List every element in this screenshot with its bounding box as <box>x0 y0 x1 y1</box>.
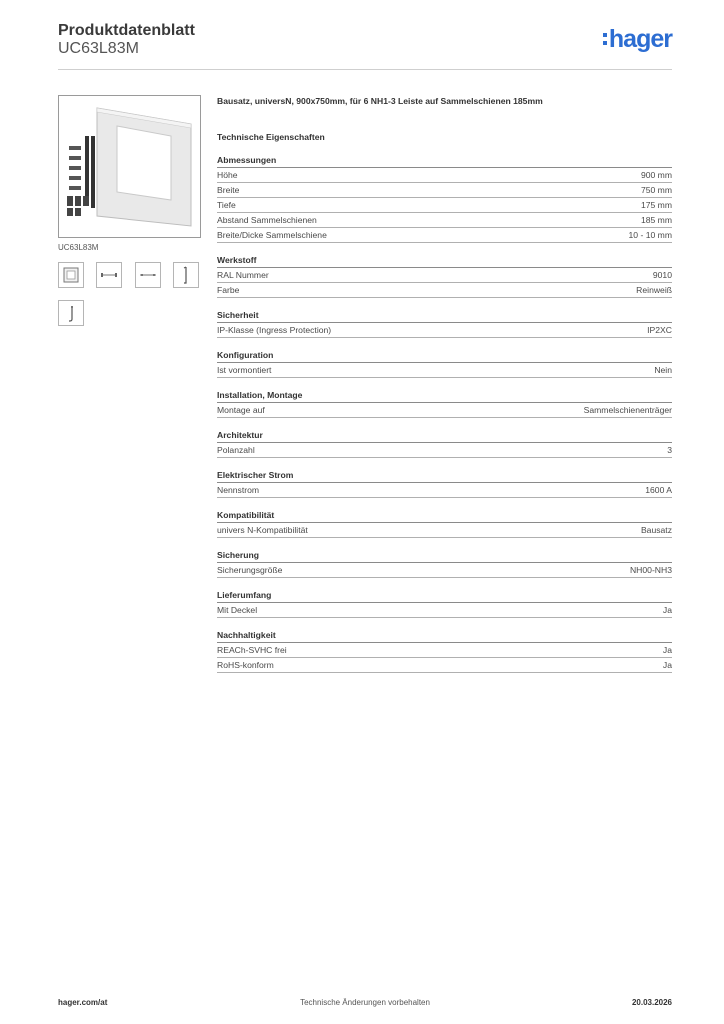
property-label: RoHS-konform <box>217 660 274 670</box>
property-value: Nein <box>654 365 672 375</box>
property-row <box>217 643 672 658</box>
property-row <box>217 183 672 198</box>
cover-thumb-icon <box>59 263 83 287</box>
property-value: NH00-NH3 <box>629 565 672 575</box>
footer-date: 20.03.2026 <box>631 998 672 1007</box>
property-row <box>217 283 672 298</box>
section-title: Lieferumfang <box>217 590 672 603</box>
thumbnail-cover[interactable] <box>58 262 84 288</box>
property-value: Ja <box>662 660 672 670</box>
thumbnail-rail-horizontal[interactable] <box>96 262 122 288</box>
section-title: Sicherung <box>217 550 672 563</box>
section-title: Nachhaltigkeit <box>217 630 672 643</box>
property-value: 750 mm <box>640 185 672 195</box>
property-section <box>217 255 672 298</box>
property-section <box>217 430 672 458</box>
section-title: Abmessungen <box>217 155 672 168</box>
section-title: Elektrischer Strom <box>217 470 672 483</box>
property-value: 1600 A <box>645 485 672 495</box>
property-section <box>217 350 672 378</box>
property-row <box>217 403 672 418</box>
product-description: Bausatz, universN, 900x750mm, für 6 NH1-3 Leiste auf Sammelschienen 185mm <box>217 96 543 106</box>
hager-logo <box>603 26 672 52</box>
property-label: RAL Nummer <box>217 270 269 280</box>
property-row <box>217 658 672 673</box>
property-row <box>217 483 672 498</box>
logo-text: hager <box>608 25 672 53</box>
property-section <box>217 590 672 618</box>
property-label: Abstand Sammelschienen <box>217 215 317 225</box>
thumbnail-rail-bracket[interactable] <box>135 262 161 288</box>
property-row <box>217 268 672 283</box>
property-value: 900 mm <box>640 170 672 180</box>
property-value: Ja <box>662 645 672 655</box>
property-row <box>217 198 672 213</box>
rail-thumb-icon <box>97 263 121 287</box>
property-value: 3 <box>667 445 672 455</box>
section-title: Architektur <box>217 430 672 443</box>
property-label: Breite <box>217 185 240 195</box>
property-label: Farbe <box>217 285 240 295</box>
section-title: Sicherheit <box>217 310 672 323</box>
property-section <box>217 550 672 578</box>
section-title: Installation, Montage <box>217 390 672 403</box>
document-title: Produktdatenblatt <box>58 22 195 39</box>
footer-website[interactable]: hager.com/at <box>58 998 108 1007</box>
property-section <box>217 510 672 538</box>
property-label: Nennstrom <box>217 485 260 495</box>
product-kit-illustration <box>59 96 200 237</box>
technical-properties-heading: Technische Eigenschaften <box>217 132 325 142</box>
property-value: Reinweiß <box>636 285 672 295</box>
property-label: Ist vormontiert <box>217 365 272 375</box>
profile-thumb-icon <box>174 263 198 287</box>
property-label: univers N-Kompatibilität <box>217 525 308 535</box>
image-caption: UC63L83M <box>58 243 99 252</box>
property-value: Bausatz <box>640 525 672 535</box>
property-label: IP-Klasse (Ingress Protection) <box>217 325 332 335</box>
product-code: UC63L83M <box>58 40 139 57</box>
property-section <box>217 470 672 498</box>
property-row <box>217 228 672 243</box>
section-title: Kompatibilität <box>217 510 672 523</box>
property-section <box>217 155 672 243</box>
property-row <box>217 168 672 183</box>
section-title: Werkstoff <box>217 255 672 268</box>
property-value: Sammelschienenträger <box>583 405 672 415</box>
property-label: Breite/Dicke Sammelschiene <box>217 230 327 240</box>
property-section <box>217 390 672 418</box>
property-row <box>217 563 672 578</box>
thumbnail-vertical-profile[interactable] <box>173 262 199 288</box>
property-section <box>217 630 672 673</box>
property-value: 175 mm <box>640 200 672 210</box>
property-value: 10 - 10 mm <box>628 230 672 240</box>
property-value: IP2XC <box>647 325 672 335</box>
section-title: Konfiguration <box>217 350 672 363</box>
property-row <box>217 363 672 378</box>
property-row <box>217 323 672 338</box>
property-value: Ja <box>662 605 672 615</box>
logo-dots-icon <box>603 33 607 45</box>
footer-disclaimer: Technische Änderungen vorbehalten <box>300 998 430 1007</box>
page-header <box>58 22 672 70</box>
property-row <box>217 523 672 538</box>
property-label: Sicherungsgröße <box>217 565 283 575</box>
property-row <box>217 213 672 228</box>
property-label: Polanzahl <box>217 445 255 455</box>
property-section <box>217 310 672 338</box>
thumbnail-hook[interactable] <box>58 300 84 326</box>
hook-thumb-icon <box>59 301 83 325</box>
property-value: 185 mm <box>640 215 672 225</box>
product-image[interactable] <box>58 95 201 238</box>
property-label: REACh-SVHC frei <box>217 645 287 655</box>
property-label: Montage auf <box>217 405 265 415</box>
property-row <box>217 443 672 458</box>
property-label: Höhe <box>217 170 238 180</box>
property-label: Tiefe <box>217 200 236 210</box>
property-label: Mit Deckel <box>217 605 258 615</box>
product-content <box>217 96 672 673</box>
property-row <box>217 603 672 618</box>
properties-list <box>217 155 672 673</box>
property-value: 9010 <box>652 270 672 280</box>
bracket-thumb-icon <box>136 263 160 287</box>
